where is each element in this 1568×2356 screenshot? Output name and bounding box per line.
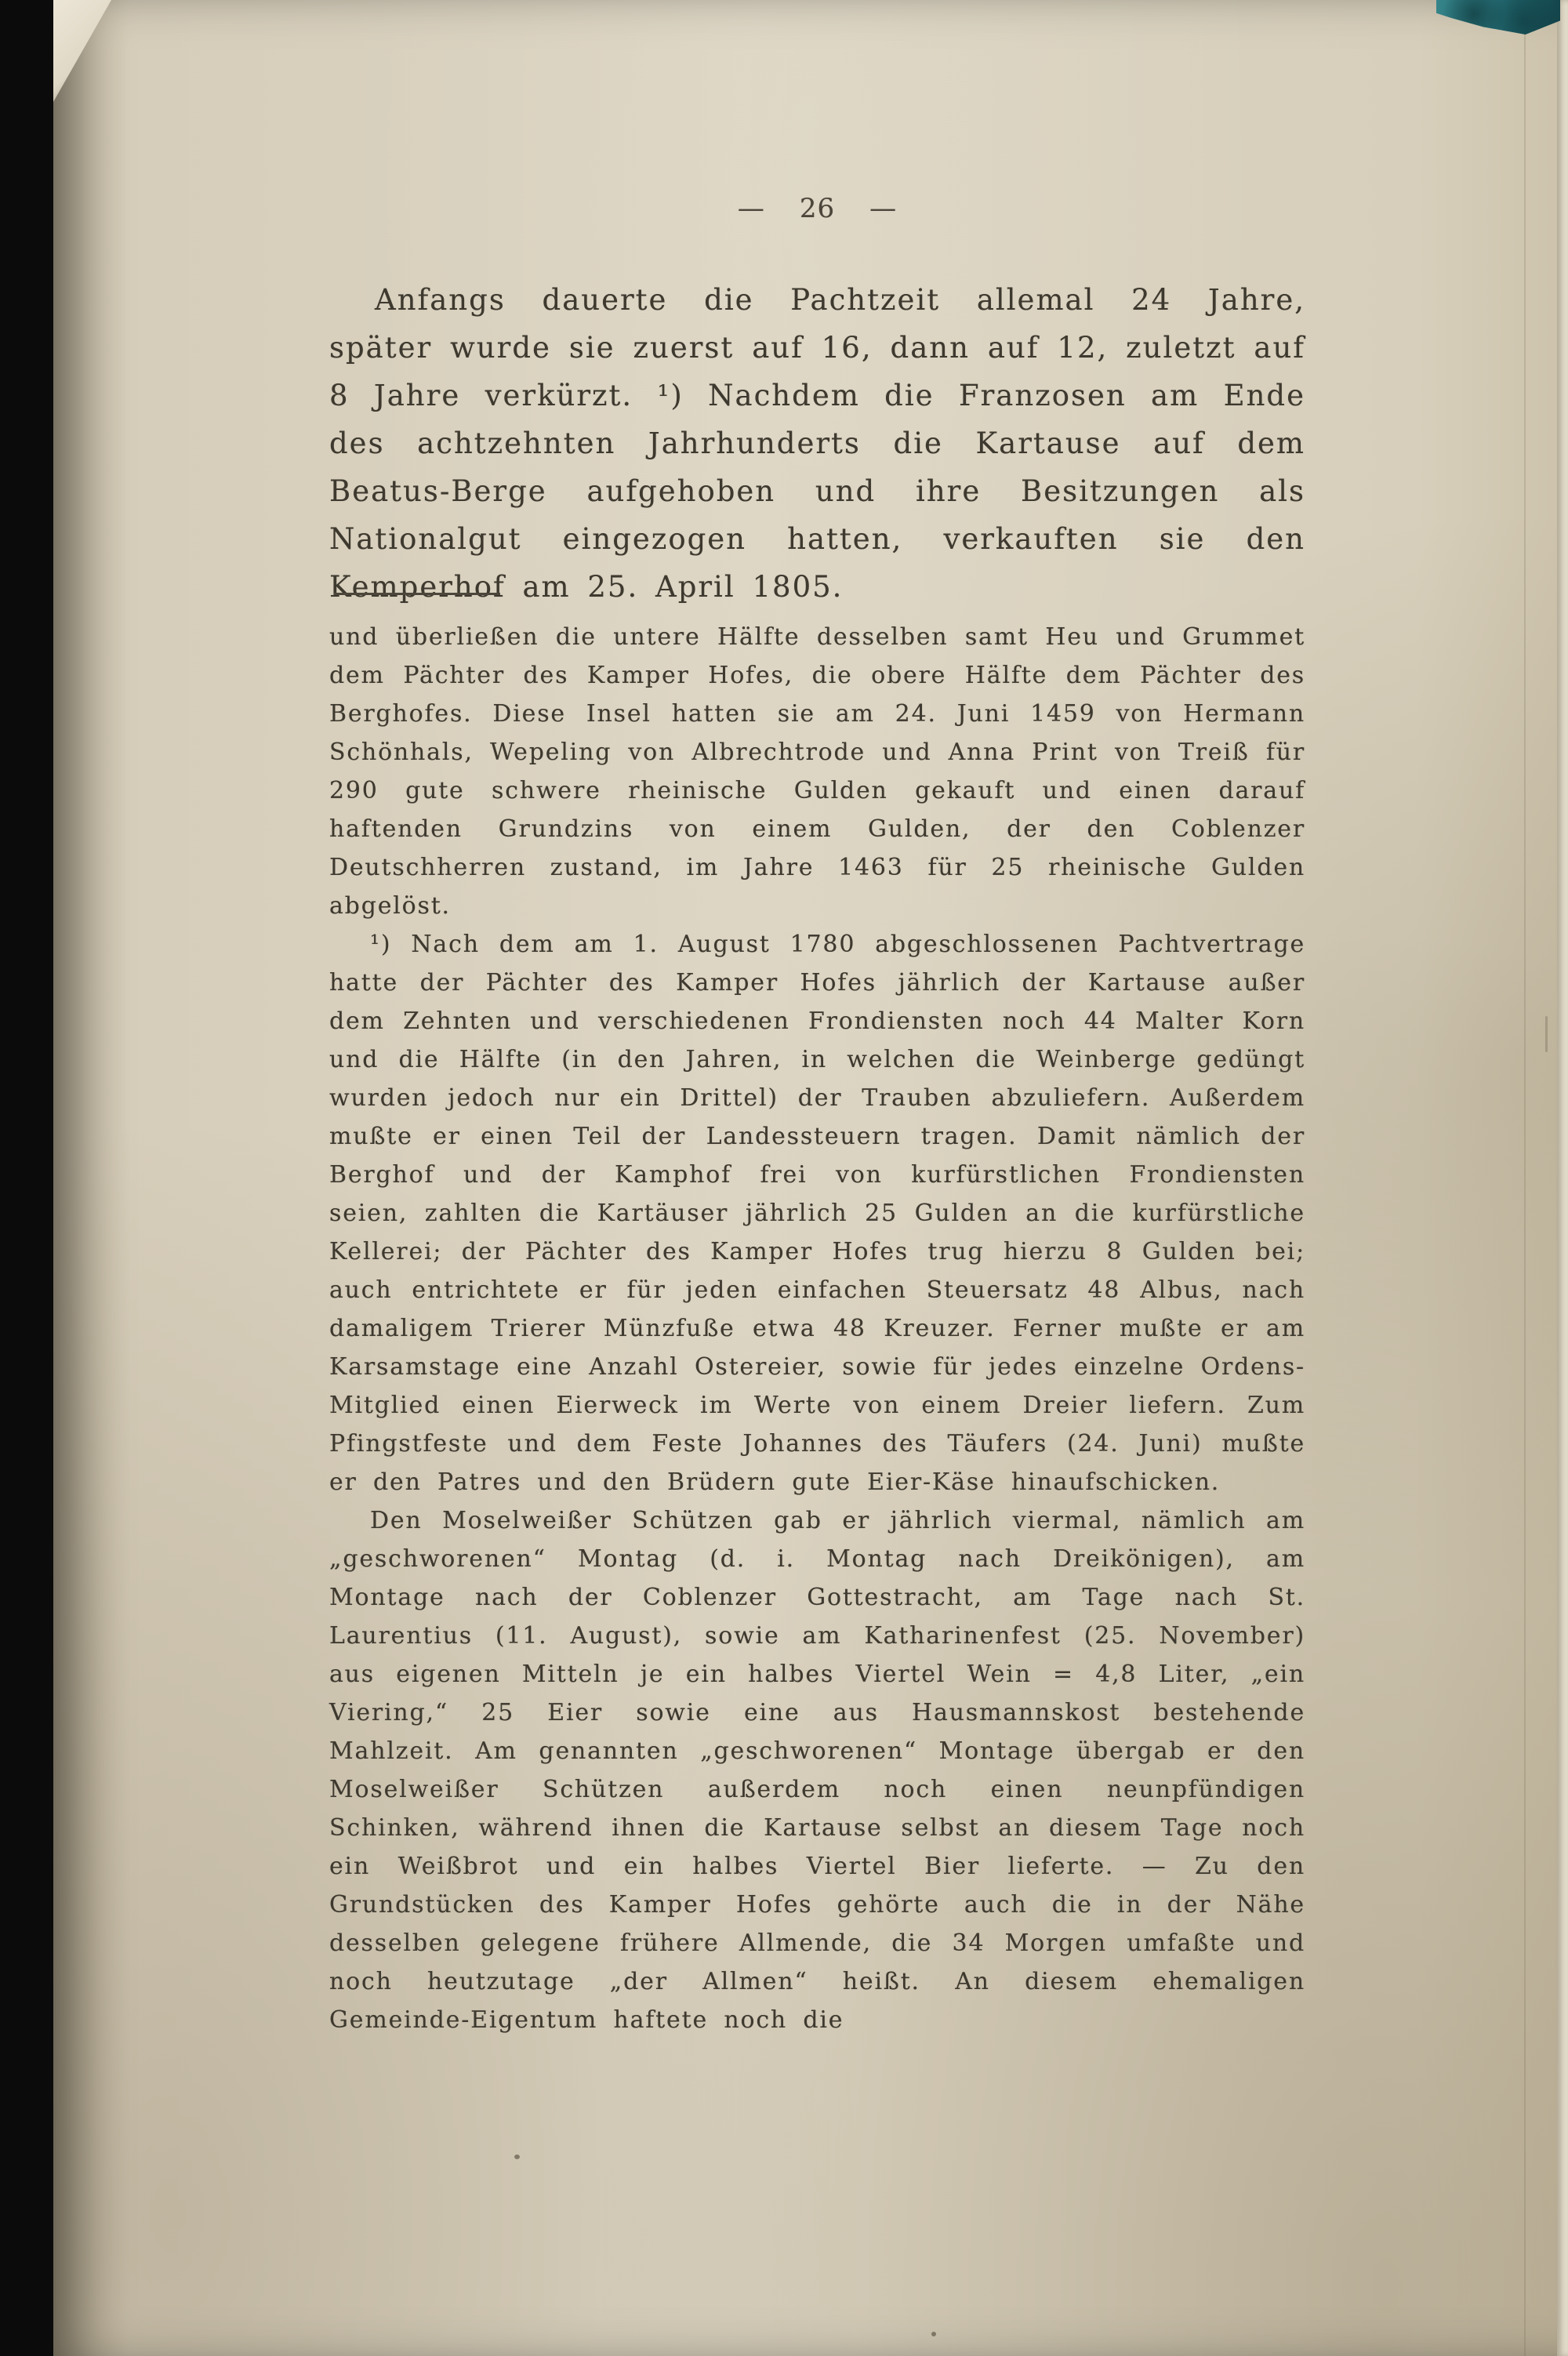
page-corner-fold bbox=[53, 0, 111, 102]
footnotes-block bbox=[329, 618, 1305, 2039]
text-column bbox=[329, 0, 1305, 2356]
footnote-1-paragraph-2: Den Moselweißer Schützen gab er jährlich viermal, nämlich am „geschworenen“ Montag (d. i. Montag nach Dreikönigen), am Montage nach der Coblenzer Gottestracht, am Tage nach St. Laurentius (11. August), sowie am Katharinenfest (25. November) aus eigenen Mitteln je ein halbes Viertel Wein = 4,8 Liter, „ein Viering,“ 25 Eier sowie eine aus Hausmannskost bestehende Mahlzeit. Am genannten „geschworenen“ Montage übergab er den Moselweißer Schützen außerdem noch einen neunpfündigen Schinken, während ihnen die Kartause selbst an diesem Tage noch ein Weißbrot und ein halbes Viertel Bier lieferte. — Zu den Grundstücken des Kamper Hofes gehörte auch die in der Nähe desselben gelegene frühere Allmende, die 34 Morgen umfaßte und noch heutzutage „der Allmen“ heißt. An diesem ehemaligen Gemeinde-Eigentum haftete noch die bbox=[329, 1507, 1305, 2034]
footnote-separator bbox=[334, 593, 500, 595]
main-text-block bbox=[329, 276, 1305, 611]
page-header bbox=[329, 193, 1305, 224]
paper-speck bbox=[1545, 1016, 1548, 1052]
page-number-dash-left: — bbox=[737, 193, 765, 224]
page-number: 26 bbox=[799, 193, 836, 224]
page-number-dash-right: — bbox=[869, 193, 898, 224]
footnote-1-paragraph-1: ¹) Nach dem am 1. August 1780 abgeschlossenen Pachtvertrage hatte der Pächter des Kamper Hofes jährlich der Kartause außer dem Zehnten und verschiedenen Frondiensten noch 44 Malter Korn und die Hälfte (in den Jahren, in welchen die Weinberge gedüngt wurden jedoch nur ein Drittel) der Trauben abzuliefern. Außerdem mußte er einen Teil der Landessteuern tragen. Damit nämlich der Berghof und der Kamphof frei von kurfürstlichen Frondiensten seien, zahlten die Kartäuser jährlich 25 Gulden an die kurfürstliche Kellerei; der Pächter des Kamper Hofes trug hierzu 8 Gulden bei; auch entrichtete er für jeden einfachen Steuersatz 48 Albus, nach damaligem Trierer Münzfuße etwa 48 Kreuzer. Ferner mußte er am Karsamstage eine Anzahl Ostereier, sowie für jedes einzelne Ordens-Mitglied einen Eierweck im Werte von einem Dreier liefern. Zum Pfingstfeste und dem Feste Johannes des Täufers (24. Juni) mußte er den Patres und den Brüdern gute Eier-Käse hinaufschicken. bbox=[329, 931, 1305, 1496]
footnote-continuation: und überließen die untere Hälfte desselben samt Heu und Grummet dem Pächter des Kamper Hofes, die obere Hälfte dem Pächter des Berghofes. Diese Insel hatten sie am 24. Juni 1459 von Hermann Schönhals, Wepeling von Albrechtrode und Anna Print von Treiß für 290 gute schwere rheinische Gulden gekauft und einen darauf haftenden Grundzins von einem Gulden, der den Coblenzer Deutschherren zustand, im Jahre 1463 für 25 rheinische Gulden abgelöst. bbox=[329, 623, 1305, 920]
book-page bbox=[53, 0, 1568, 2356]
main-paragraph: Anfangs dauerte die Pachtzeit allemal 24 Jahre, später wurde sie zuerst auf 16, dann auf 12, zuletzt auf 8 Jahre verkürzt. ¹) Nachdem die Franzosen am Ende des achtzehnten Jahrhunderts die Kartause auf dem Beatus-Berge aufgehoben und ihre Besitzungen als Nationalgut eingezogen hatten, verkauften sie den Kemperhof am 25. April 1805. bbox=[329, 283, 1305, 604]
page-edge-line bbox=[1524, 0, 1526, 2356]
adjacent-page-edge bbox=[1557, 0, 1568, 2356]
